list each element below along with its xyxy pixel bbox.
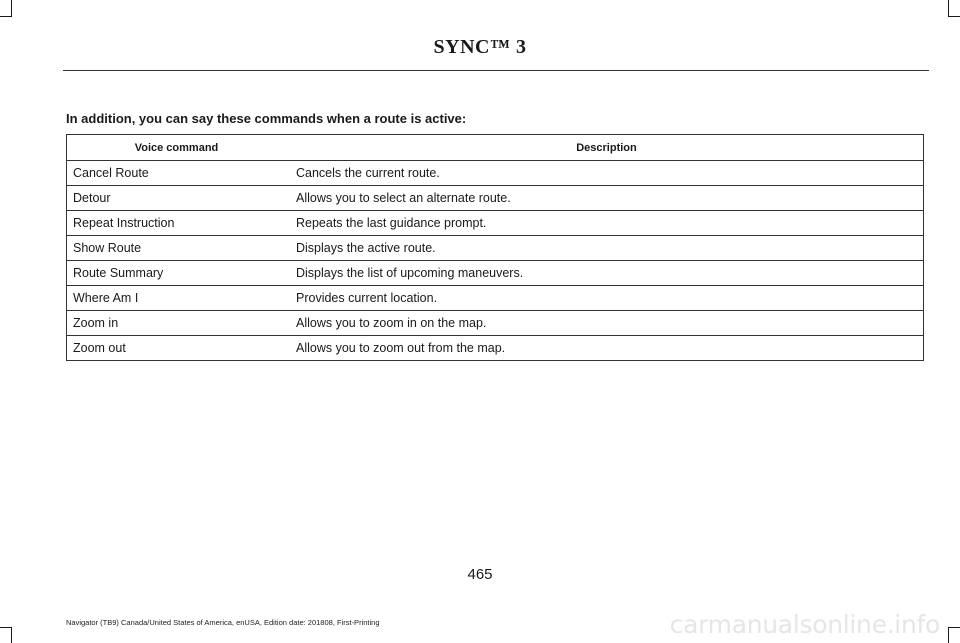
crop-mark-bottom-right-h (948, 627, 960, 628)
table-row (67, 286, 924, 311)
footer-edition-text: Navigator (TB9) Canada/United States of America, enUSA, Edition date: 201808, First-Printing (66, 618, 380, 627)
crop-mark-top-right-v (948, 0, 949, 16)
table-row (67, 336, 924, 361)
description-cell: Cancels the current route. (286, 161, 924, 186)
crop-mark-top-left-h (0, 16, 12, 17)
description-cell: Displays the list of upcoming maneuvers. (286, 261, 924, 286)
crop-mark-top-right-h (948, 16, 960, 17)
voice-command-cell: Where Am I (67, 286, 287, 311)
description-cell: Provides current location. (286, 286, 924, 311)
table-row (67, 161, 924, 186)
voice-command-cell: Zoom in (67, 311, 287, 336)
table-header-row (67, 135, 924, 161)
crop-mark-bottom-left-v (11, 627, 12, 643)
voice-command-cell: Detour (67, 186, 287, 211)
description-cell: Allows you to zoom out from the map. (286, 336, 924, 361)
crop-mark-bottom-left-h (0, 627, 12, 628)
description-cell: Allows you to select an alternate route. (286, 186, 924, 211)
watermark-text: carmanualsonline.info (669, 610, 940, 639)
description-cell: Displays the active route. (286, 236, 924, 261)
table-row (67, 311, 924, 336)
description-cell: Allows you to zoom in on the map. (286, 311, 924, 336)
table-row (67, 211, 924, 236)
page-number: 465 (467, 566, 493, 583)
table-row (67, 261, 924, 286)
voice-command-cell: Show Route (67, 236, 287, 261)
voice-command-cell: Cancel Route (67, 161, 287, 186)
column-header-description: Description (286, 135, 924, 161)
intro-text: In addition, you can say these commands when a route is active: (66, 111, 467, 126)
crop-mark-top-left-v (11, 0, 12, 16)
voice-command-cell: Route Summary (67, 261, 287, 286)
page-title: SYNC™ 3 (433, 36, 527, 58)
table-row (67, 186, 924, 211)
voice-command-cell: Zoom out (67, 336, 287, 361)
voice-command-table (66, 134, 924, 361)
table-row (67, 236, 924, 261)
column-header-voice-command: Voice command (67, 135, 287, 161)
header-divider (63, 70, 929, 71)
voice-command-cell: Repeat Instruction (67, 211, 287, 236)
crop-mark-bottom-right-v (948, 627, 949, 643)
description-cell: Repeats the last guidance prompt. (286, 211, 924, 236)
